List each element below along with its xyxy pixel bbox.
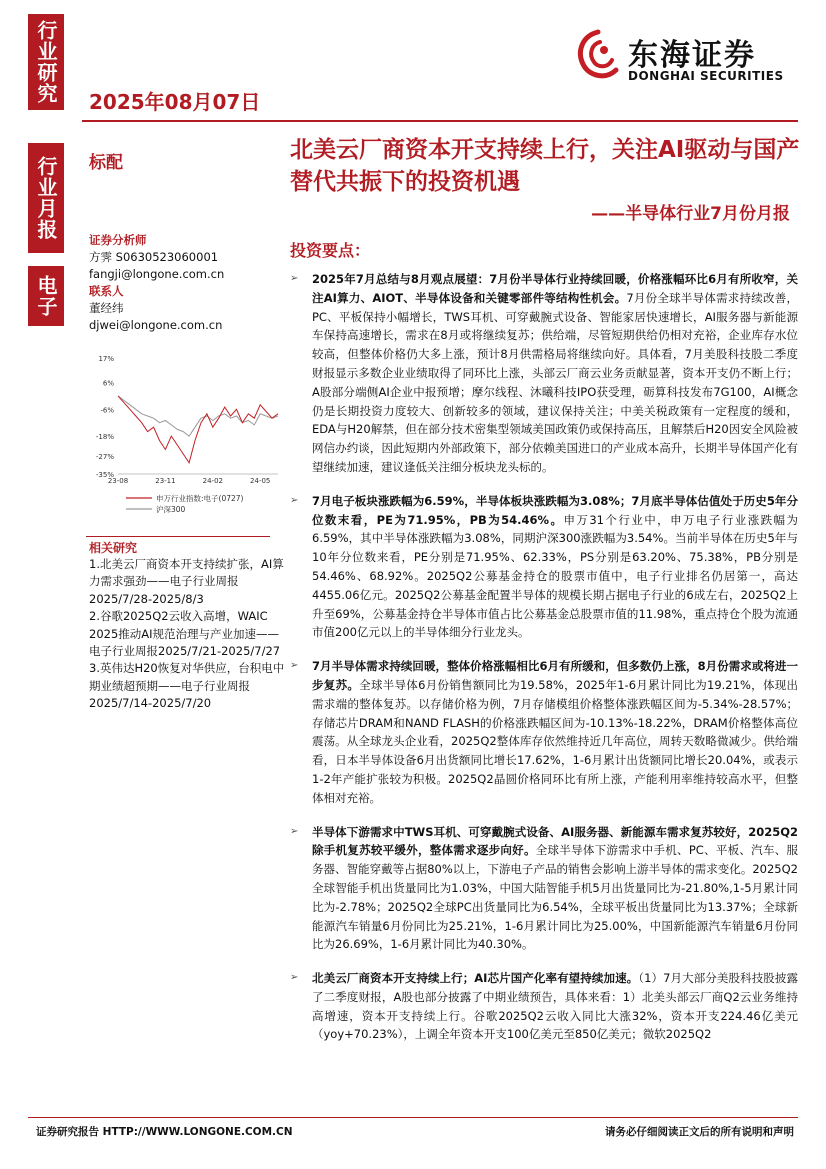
tab-industry-research: 行业研究 — [28, 14, 64, 110]
y-tick-label: -27% — [95, 453, 114, 462]
x-tick-label: 24-05 — [250, 477, 271, 485]
x-tick-label: 23-11 — [155, 477, 176, 485]
key-point — [290, 492, 798, 642]
x-tick-label: 24-02 — [202, 477, 223, 485]
contact-email[interactable]: djwei@longone.com.cn — [89, 318, 223, 332]
key-point-text: （1）7月大部分美股科技股披露了二季度财报，A股也部分披露了中期业绩预告，具体来看：1）北美头部云厂商Q2云业务维持高增速，资本开支持续上行。谷歌2025Q2云收入同比大涨32%，资本开支224.46亿美元（yoy+70.23%），上调全年资本开支100亿美元至850亿美元；微软2025Q2 — [312, 971, 798, 1042]
key-point-bold: 半导体下游需求中TWS耳机、可穿戴腕式设备、AI服务器、新能源车需求复苏较好，2025Q2除手机复苏较平缓外，整体需求逐步向好。 — [312, 824, 798, 858]
key-point-text: 全球半导体下游需求中手机、PC、平板、汽车、服务器、智能穿戴等占据80%以上，下游电子产品的销售会影响上游半导体的需求变化。2025Q2全球智能手机出货量同比为1.03%，中国大陆智能手机5月出货量同比为-21.80%,1-5月累计同比为-2.78%；2025Q2全球PC出货量同比为6.54%，全球平板出货量同比为13.37%；全球新能源汽车销量6月份同比为25.21%，1-6月累计同比为25.00%，中国新能源汽车销量6月份同比为26.69%，1-6月累计同比为40.30%。 — [312, 843, 799, 952]
y-tick-label: -6% — [100, 406, 114, 415]
key-points — [290, 270, 798, 1059]
arrow-bullet-icon: ➢ — [290, 825, 299, 837]
key-point — [290, 270, 798, 477]
footer-right: 请务必仔细阅读正文后的所有说明和声明 — [605, 1126, 794, 1138]
related-list — [89, 556, 285, 713]
y-tick-label: -18% — [95, 433, 114, 442]
analyst-block — [89, 232, 224, 334]
related-item[interactable]: 2.谷歌2025Q2云收入高增，WAIC 2025推动AI规范治理与产业加速——电子行业周报2025/7/21-2025/7/27 — [89, 609, 281, 659]
analyst-name: 方霁 S0630523060001 — [89, 250, 219, 264]
y-tick-label: 6% — [102, 379, 114, 388]
donghai-logo-icon — [570, 28, 626, 84]
report-date: 2025年08月07日 — [89, 90, 261, 114]
y-tick-label: 17% — [98, 355, 114, 363]
x-tick-label: 23-08 — [107, 477, 129, 485]
logo-text-en: DONGHAI SECURITIES — [628, 69, 784, 83]
footer-left[interactable]: 证券研究报告 HTTP://WWW.LONGONE.COM.CN — [36, 1126, 293, 1138]
report-title: 北美云厂商资本开支持续上行，关注AI驱动与国产替代共振下的投资机遇 — [290, 137, 800, 195]
arrow-bullet-icon: ➢ — [290, 273, 299, 284]
contact-label: 联系人 — [89, 284, 124, 298]
key-point-bold: 2025年7月总结与8月观点展望：7月份半导体行业持续回暖，价格涨幅环比6月有所收窄，关注AI算力、AIOT、半导体设备和关键零部件等结构性机会。 — [312, 272, 798, 305]
y-tick-label: -35% — [95, 471, 114, 479]
arrow-bullet-icon: ➢ — [290, 494, 299, 506]
key-point — [290, 823, 798, 955]
key-point-bold: 7月半导体需求持续回暖，整体价格涨幅相比6月有所缓和，但多数仍上涨，8月份需求或将进一步复苏。 — [312, 659, 798, 692]
logo-text-cn: 东海证券 — [628, 38, 756, 73]
arrow-bullet-icon: ➢ — [290, 972, 299, 984]
series-line — [118, 396, 278, 463]
key-point-text: 申万31个行业中，申万电子行业涨跌幅为6.59%，其中半导体涨跌幅为3.08%，同期沪深300涨跌幅为3.54%。当前半导体在历史5年与10年分位数来看，PE分别是71.95%、62.33%，PS分别是63.20%、75.38%，PB分别是54.46%、68.92%。2025Q2公募基金持仓的股票市值中，电子行业排名仍居第一，高达4455.06亿元。2025Q2公募基金配置半导体的规模长期占据电子行业的6成左右，2025Q2上升至69%，公募基金持仓半导体市值占比公募基金总股票市值的11.98%，重点持仓个股为流通市值200亿元以上的半导体细分行业龙头。 — [312, 512, 798, 640]
key-point-text: 7月份全球半导体需求持续改善，PC、平板保持小幅增长，TWS耳机、可穿戴腕式设备、智能家居快速增长，AI服务器与新能源车保持高速增长，需求在8月或将继续复苏；供给端，尽管短期供给仍相对充裕，企业库存水位较高，但整体价格仍大多上涨，预计8月供需格局将继续向好。具体看，7月美股科技股二季度财报显示多数企业业绩取得了同环比上涨，头部云厂商云业务贡献显著，资本开支仍不断上行；A股部分端侧AI企业中报预增；摩尔线程、沐曦科技IPO获受理，砺算科技发布7G100，AI概念仍是长期投资力度较大、创新较多的领域，建议保持关注；中美关税政策有一定程度的缓和，EDA与H20解禁，但在部分技术密集型领域美国政策仍或保持高压，且解禁后H20因安全风险被网信办约谈，因此短期内外部政策下，部分依赖美国进口的产业成本高升，长期半导体国产化有望继续加速，建议逢低关注细分板块龙头标的。 — [312, 290, 798, 474]
tab-industry-monthly: 行业月报 — [28, 143, 64, 253]
rating: 标配 — [89, 153, 123, 173]
contact-name: 董经纬 — [89, 301, 124, 315]
related-item[interactable]: 1.北美云厂商资本开支持续扩张，AI算力需求强劲——电子行业周报2025/7/28-2025/8/3 — [89, 557, 284, 606]
arrow-bullet-icon: ➢ — [290, 660, 299, 672]
header-divider — [82, 120, 798, 122]
legend-label: 申万行业指数:电子(0727) — [156, 494, 244, 503]
related-item[interactable]: 3.英伟达H20恢复对华供应，台积电中期业绩超预期——电子行业周报2025/7/14-2025/7/20 — [89, 661, 285, 711]
key-point-text: 全球半导体6月份销售额同比为19.58%，2025年1-6月累计同比为19.21%，体现出需求端的整体复苏。以存储价格为例，7月存储模组价格整体涨跌幅区间为-5.34%-28.57%；存储芯片DRAM和NAND FLASH的价格涨跌幅区间为-10.13%-18.22%，DRAM价格整体高位震荡。从全球龙头企业看，2025Q2整体库存依然维持近几年高位，周转天数略微减少。供给端看，日本半导体设备6月出货额同比增长17.62%，1-6月累计出货额同比增长20.04%，或表示1-2年产能扩张较为积极。2025Q2晶圆价格同环比有所上涨，产能利用率维持较高水平，但整体相对充裕。 — [312, 677, 799, 805]
analyst-label: 证券分析师 — [89, 233, 147, 247]
key-point-bold: 7月电子板块涨跌幅为6.59%，半导体板块涨跌幅为3.08%；7月底半导体估值处于历史5年分位数末看，PE为71.95%，PB为54.46%。 — [312, 493, 798, 527]
tab-electronics: 电子 — [28, 266, 64, 326]
key-point-bold: 北美云厂商资本开支持续上行；AI芯片国产化率有望持续加速。 — [312, 971, 639, 986]
section-heading: 投资要点： — [290, 241, 371, 260]
analyst-email[interactable]: fangji@longone.com.cn — [89, 267, 225, 281]
key-point — [290, 969, 798, 1044]
footer-divider — [28, 1117, 798, 1118]
related-heading: 相关研究 — [89, 541, 138, 555]
report-subtitle: ——半导体行业7月份月报 — [591, 204, 790, 224]
key-point — [290, 657, 798, 807]
legend-label: 沪深300 — [156, 505, 186, 514]
related-divider — [86, 536, 270, 537]
performance-chart — [86, 350, 286, 520]
